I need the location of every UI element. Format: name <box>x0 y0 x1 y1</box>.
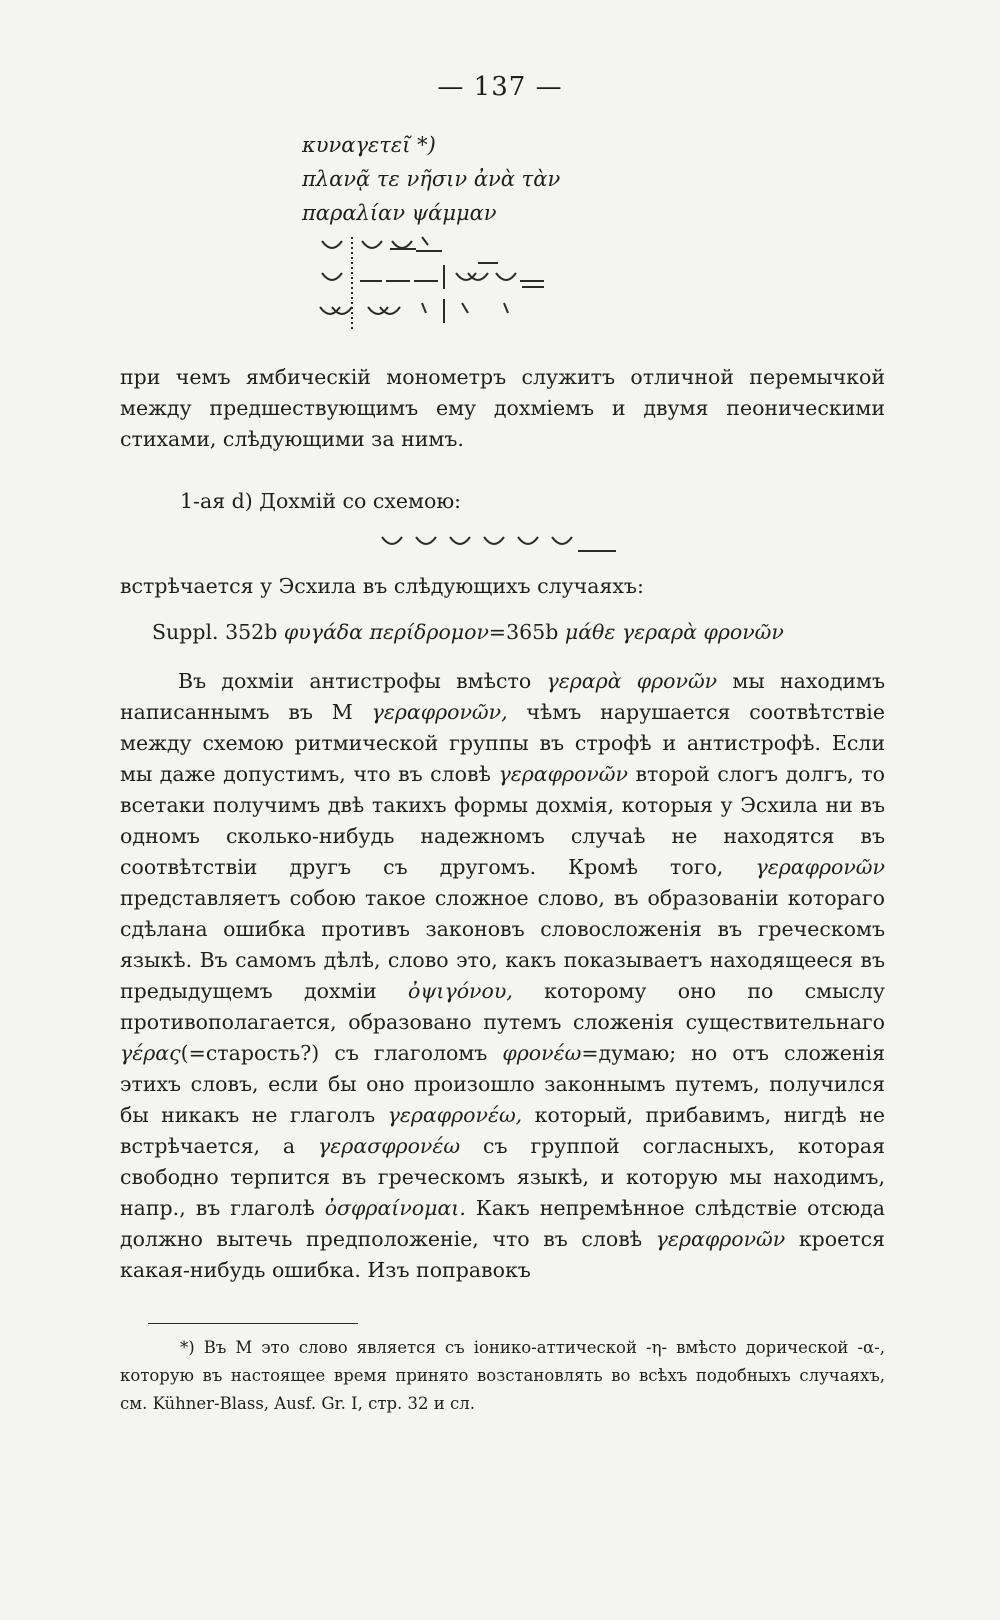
page-number: — 137 — <box>437 72 563 102</box>
p2-greek-10: ὀσφραίνομαι. <box>324 1196 466 1220</box>
dochmius-intro: 1-ая d) Дохмій со схемою: <box>180 489 462 513</box>
p2-greek-11: γεραφρονῶν <box>655 1227 786 1251</box>
p2-f: которому оно по смыслу противополагается, образовано путемъ сложенія существительнаго <box>120 979 885 1034</box>
verse-line-2: πλανᾷ τε νῆσιν ἀνὰ τὰν <box>302 167 561 191</box>
suppl-greek-1: φυγάδα περίδρομον <box>283 620 489 644</box>
p2-h: =думаю; но отъ сложенія этихъ словъ, если бы оно произошло законнымъ путемъ, получился бы никакъ не глаголъ <box>120 1041 885 1127</box>
p2-greek-9: γερασφρονέω <box>318 1134 461 1158</box>
p2-greek-3: γεραφρονῶν <box>498 762 628 786</box>
p2-greek-2: γεραφρονῶν, <box>371 700 508 724</box>
verse-line-1: κυναγετεῖ *) <box>302 133 436 157</box>
suppl-mid: =365b <box>488 620 559 644</box>
paragraph-1 <box>120 362 885 455</box>
paragraph-2 <box>120 666 885 1286</box>
footnote-text: *) Въ М это слово является съ іонико-аттической -η- вмѣсто дорической -α-, которую въ настоящее время принято возстановлять во всѣхъ подобныхъ случаяхъ, см. Kühner-Blass, Ausf. Gr. I, стр. 32 и сл. <box>120 1338 885 1413</box>
paragraph-2-text <box>120 666 885 1286</box>
p2-d: второй слогъ долгъ, то всетаки получимъ двѣ такихъ формы дохмія, которыя у Эсхила ни въ одномъ сколько-нибудь надежномъ случаѣ не находятся въ соотвѣтствіи другъ съ другомъ. Кромѣ того, <box>120 762 885 879</box>
p2-e: представляетъ собою такое сложное слово, въ образованіи котораго сдѣлана ошибка противъ законовъ словосложенія въ греческомъ языкѣ. Въ самомъ дѣлѣ, слово это, какъ показываетъ находящееся въ предыдущемъ дохміи <box>120 886 885 1003</box>
footnote-divider <box>148 1323 358 1324</box>
footnote <box>120 1334 885 1418</box>
p2-greek-7: φρονέω <box>502 1041 582 1065</box>
p2-b: мы находимъ написаннымъ въ М <box>120 669 886 724</box>
occurs-line: встрѣчается у Эсхила въ слѣдующихъ случаяхъ: <box>120 574 644 598</box>
p2-i: который, прибавимъ, нигдѣ не встрѣчается, а <box>120 1103 885 1158</box>
p2-g: (=старость?) съ глаголомъ <box>180 1041 503 1065</box>
p2-c: чѣмъ нарушается соотвѣтствіе между схемою ритмической группы въ строфѣ и антистрофѣ. Если мы даже допустимъ, что въ словѣ <box>120 700 885 786</box>
verse-line-3: παραλίαν ψάμμαν <box>302 201 497 225</box>
p2-greek-5: ὀψιγόνου, <box>408 979 513 1003</box>
p2-greek-6: γέρας <box>120 1041 181 1065</box>
suppl-ref: Suppl. 352b <box>152 620 278 644</box>
suppl-greek-2: μάθε γεραρὰ φρονῶν <box>564 620 784 644</box>
p2-j: съ группой согласныхъ, которая свободно терпится въ греческомъ языкѣ, и которую мы находимъ, напр., въ глаголѣ <box>120 1134 885 1220</box>
p2-k: Какъ непремѣнное слѣдствіе отсюда должно вытечь предположеніе, что въ словѣ <box>120 1196 885 1251</box>
suppl-line <box>152 620 784 644</box>
p2-l: кроется какая-нибудь ошибка. Изъ поправокъ <box>120 1227 885 1282</box>
p2-greek-4: γεραφρονῶν <box>755 855 885 879</box>
p2-greek-8: γεραφρονέω, <box>387 1103 523 1127</box>
p2-a: Въ дохміи антистрофы вмѣсто <box>178 669 547 693</box>
p2-greek-1: γεραρὰ φρονῶν <box>546 669 718 693</box>
paragraph-1-text: при чемъ ямбическій монометръ служитъ отличной перемычкой между предшествующимъ ему дохміемъ и двумя пеоническими стихами, слѣдующими за нимъ. <box>120 365 885 451</box>
